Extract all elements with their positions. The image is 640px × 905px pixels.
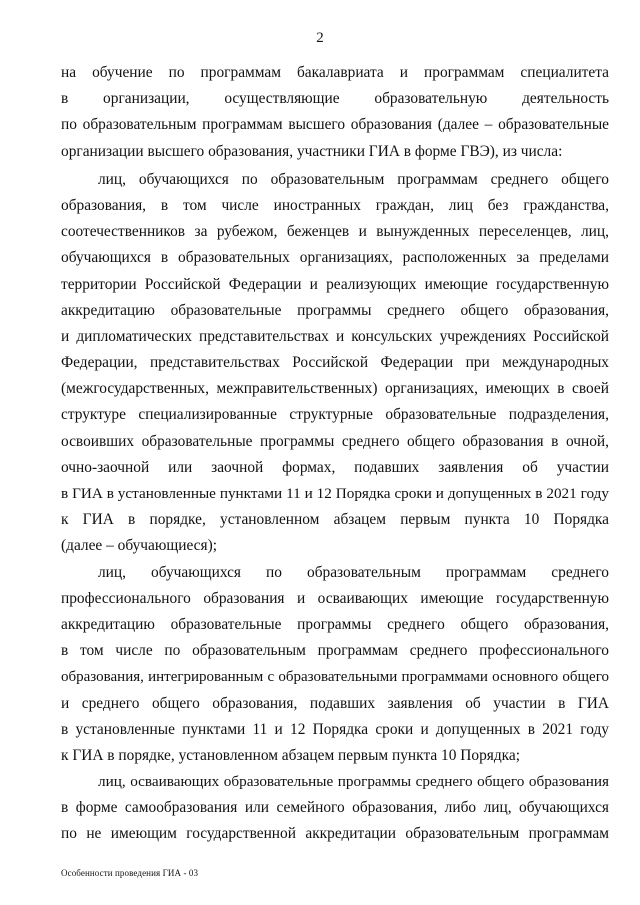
page-number: 2 [316,30,324,46]
text-line: структуре специализированные структурные образовательные подразделения, [61,406,609,424]
text-line: образования, интегрированным с образовательными программами основного общего [61,669,609,686]
text-line: аккредитацию образовательные программы среднего общего образования, [61,615,609,633]
text-line: (межгосударственных, межправительственных) организациях, имеющих в своей [61,380,609,398]
text-line: в организации, осуществляющие образовательную деятельность [61,90,609,108]
text-line: и дипломатических представительствах и консульских учреждениях Российской [61,327,609,345]
footer-note: Особенности проведения ГИА - 03 [61,868,199,878]
paragraph-first-line: лиц, обучающихся по образовательным программам среднего общего [98,170,609,188]
text-line: к ГИА в порядке, установленном абзацем первым пункта 10 Порядка; [61,746,521,764]
text-line: профессионального образования и осваивающих имеющие государственную [61,589,609,607]
text-line: соотечественников за рубежом, беженцев и вынужденных переселенцев, лиц, [61,223,609,241]
text-line: (далее – обучающиеся); [61,537,217,555]
text-line: территории Российской Федерации и реализующих имеющие государственную [61,275,609,293]
paragraph-first-line: лиц, обучающихся по образовательным программам среднего [98,563,609,581]
text-line: и среднего общего образования, подавших заявления об участии в ГИА [61,694,609,712]
text-line: обучающихся в образовательных организациях, расположенных за пределами [61,249,609,267]
text-line: к ГИА в порядке, установленном абзацем первым пункта 10 Порядка [61,511,609,529]
text-line: освоивших образовательные программы среднего общего образования в очной, [61,432,609,450]
paragraph-first-line: лиц, осваивающих образовательные программы среднего общего образования [98,773,609,791]
body-text [61,60,609,848]
text-line: организации высшего образования, участники ГИА в форме ГВЭ), из числа: [61,142,563,160]
text-line: аккредитацию образовательные программы среднего общего образования, [61,301,609,319]
text-line: в установленные пунктами 11 и 12 Порядка сроки и допущенных в 2021 году [61,720,609,738]
text-line: в ГИА в установленные пунктами 11 и 12 Порядка сроки и допущенных в 2021 году [61,485,609,502]
text-line: очно-заочной или заочной формах, подавших заявления об участии [61,458,609,476]
text-line: по образовательным программам высшего образования (далее – образовательные [61,116,609,134]
text-line: на обучение по программам бакалавриата и программам специалитета [61,64,609,81]
text-line: в форме самообразования или семейного образования, либо лиц, обучающихся [61,799,609,817]
text-line: Федерации, представительствах Российской Федерации при международных [61,354,609,372]
text-line: по не имеющим государственной аккредитации образовательным программам [61,825,609,843]
text-line: в том числе по образовательным программам среднего профессионального [61,642,609,660]
text-line: образования, в том числе иностранных граждан, лиц без гражданства, [61,196,609,214]
